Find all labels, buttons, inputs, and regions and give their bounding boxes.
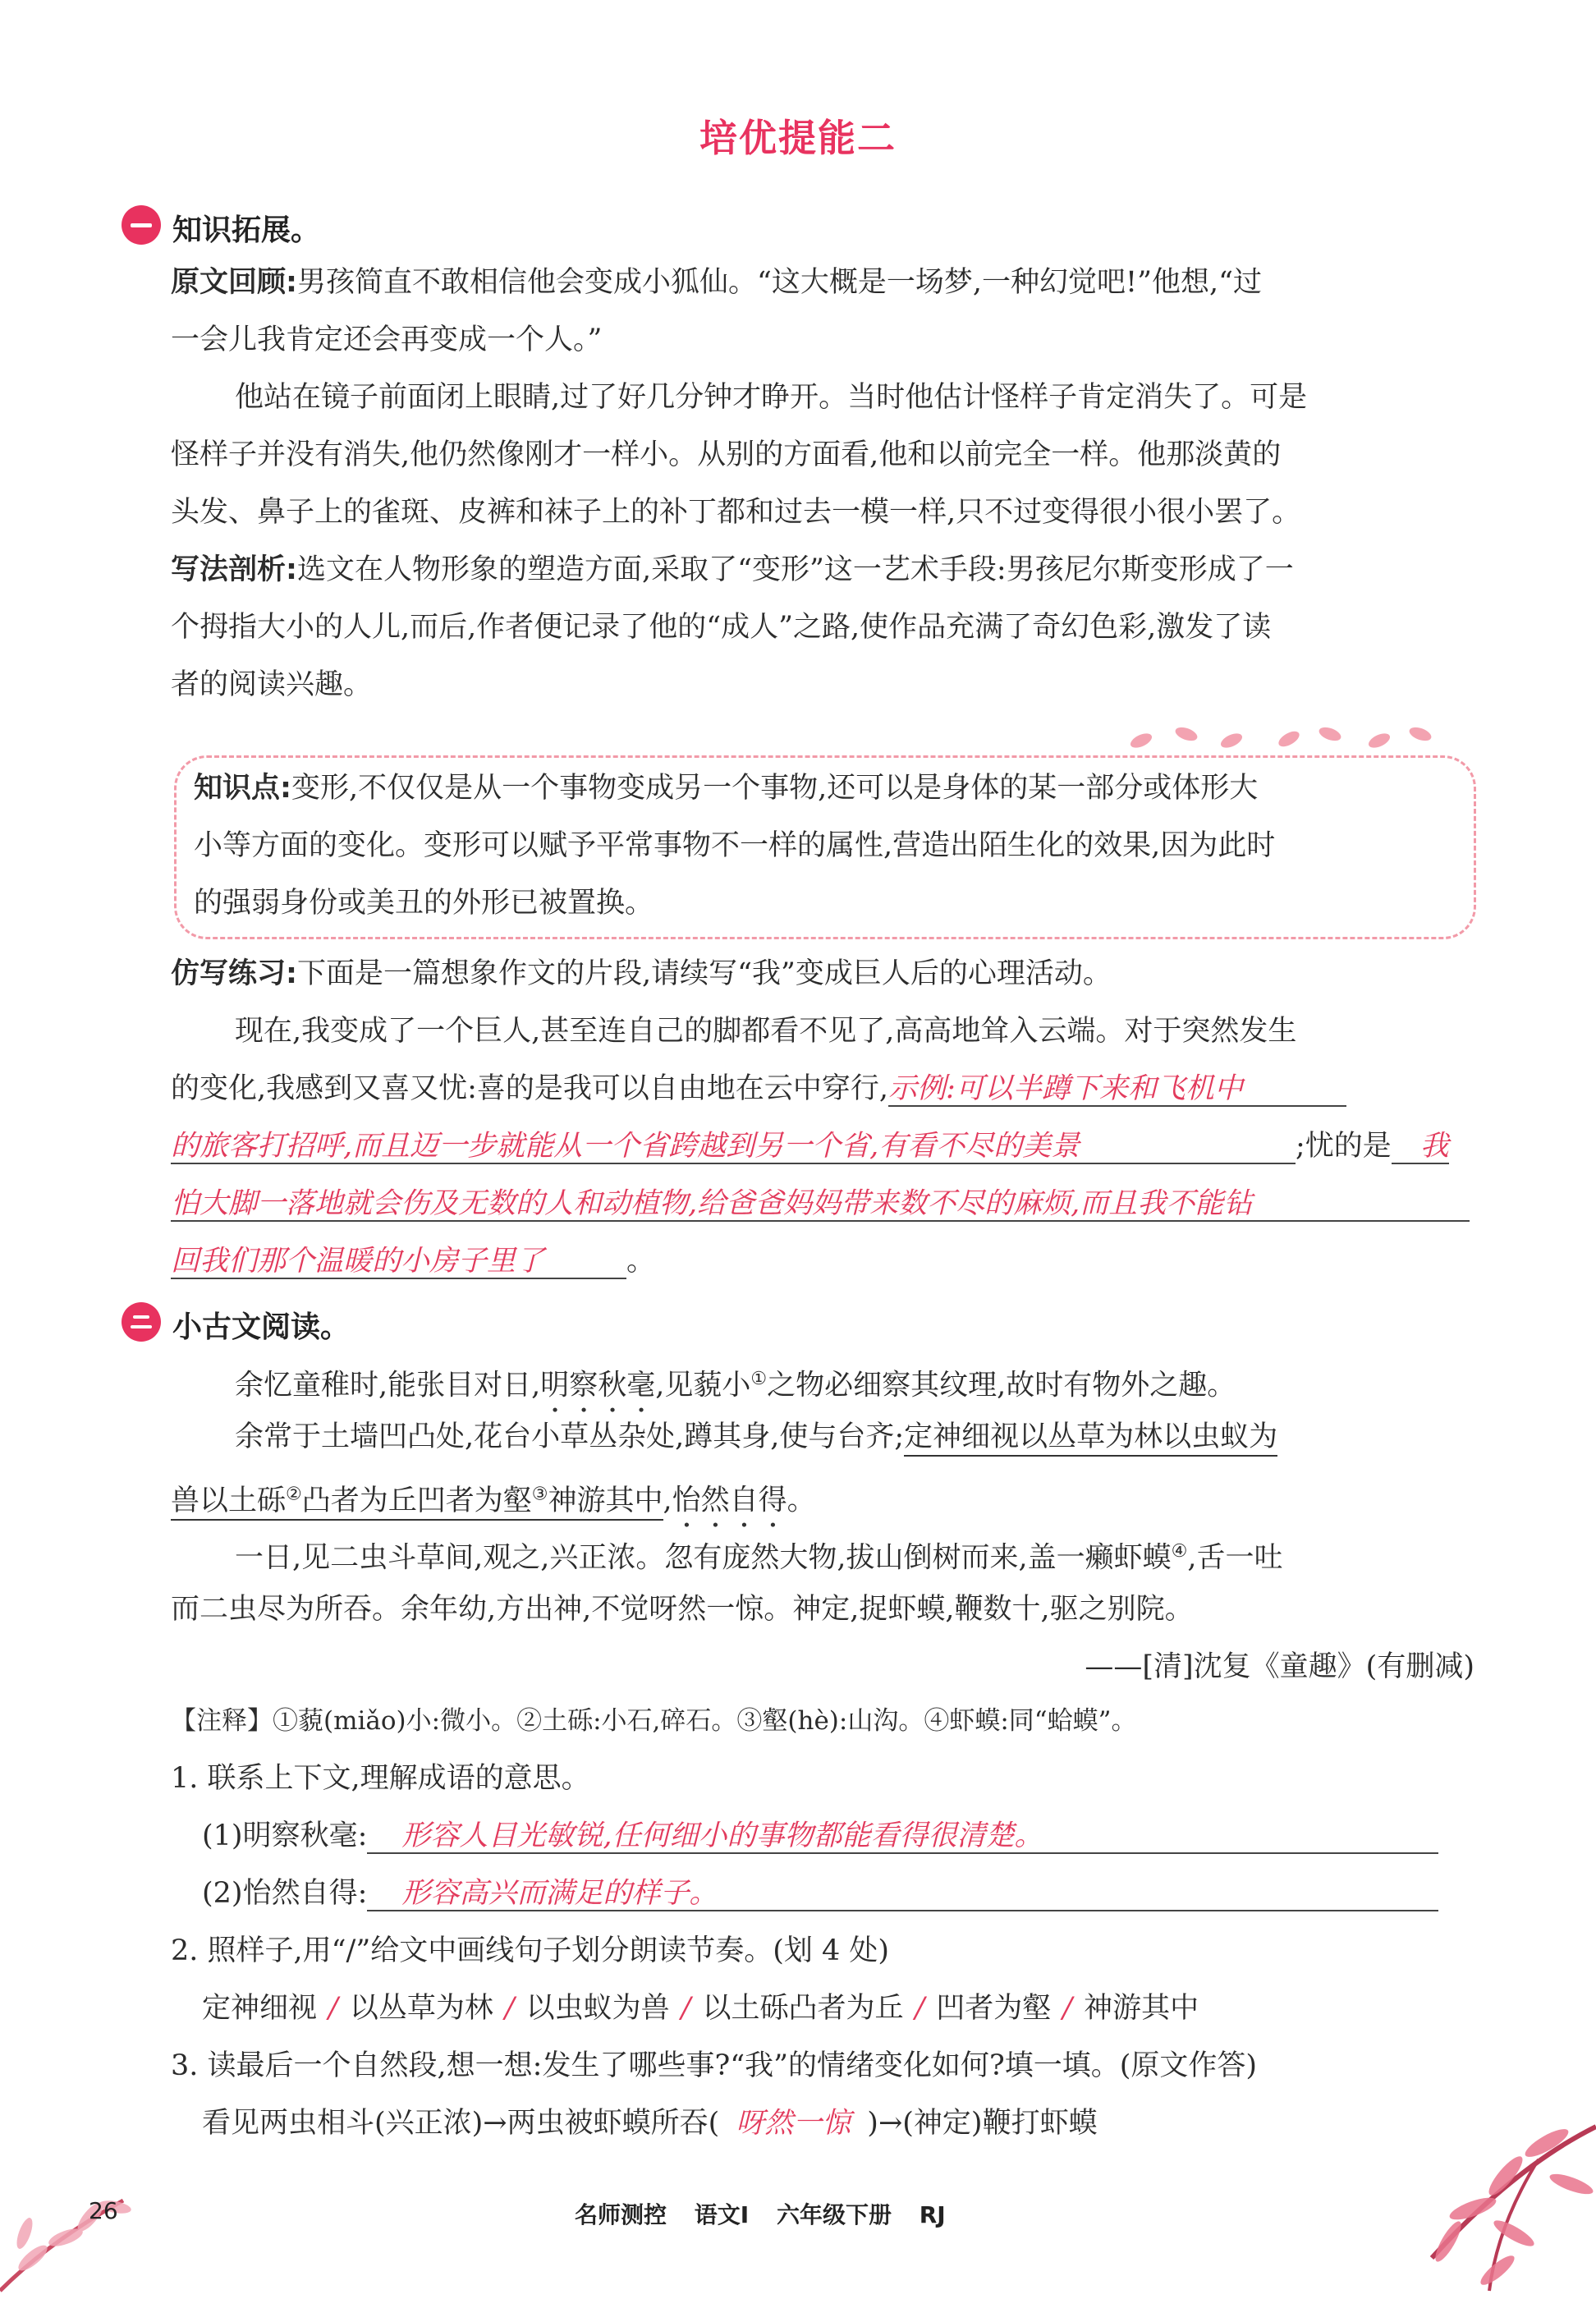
worry-text: ;忧的是 — [1296, 1130, 1392, 1163]
page-number: 26 — [89, 2197, 118, 2224]
passage-text: 余忆童稚时,能张目对日, — [235, 1369, 541, 1402]
footer-subject: 语文Ⅰ — [694, 2201, 750, 2228]
knowledge-line-1 — [194, 772, 1258, 805]
answer-worry-3: 回我们那个温暖的小房子里了 — [171, 1245, 626, 1279]
badge-stroke-top — [133, 1315, 149, 1319]
underlined-text: 神游其中 — [548, 1484, 663, 1517]
analysis-text: 选文在人物形象的塑造方面,采取了“变形”这一艺术手段:男孩尼尔斯变形成了一 — [297, 553, 1294, 586]
practice-line-1: 现在,我变成了一个巨人,甚至连自己的脚都看不见了,高高地耸入云端。对于突然发生 — [235, 1015, 1297, 1048]
knowledge-line-2: 小等方面的变化。变形可以赋予平常事物不一样的属性,营造出陌生化的效果,因为此时 — [194, 829, 1276, 862]
practice-line-5 — [171, 1245, 655, 1279]
original-line-2: 一会儿我肯定还会再变成一个人。” — [171, 324, 603, 356]
rhythm-part: 神游其中 — [1084, 1992, 1199, 2025]
practice-label: 仿写练习: — [171, 957, 297, 990]
passage-text: , — [663, 1484, 672, 1517]
knowledge-label: 知识点: — [194, 772, 291, 805]
question-3: 3. 读最后一个自然段,想一想:发生了哪些事?“我”的情绪变化如何?填一填。(原文作答) — [171, 2049, 1258, 2082]
question-3-answer: 呀然一惊 — [736, 2107, 851, 2140]
note-marker-1: ① — [750, 1369, 768, 1389]
passage-text: 之物必细察其纹理,故时有物外之趣。 — [767, 1369, 1236, 1402]
underlined-sentence-part-2 — [171, 1484, 663, 1521]
passage-text: 一日,见二虫斗草间,观之,兴正浓。忽有庞然大物,拔山倒树而来,盖一癞虾蟆 — [235, 1541, 1172, 1575]
practice-text: 的变化,我感到又喜又忧:喜的是我可以自由地在云中穿行, — [171, 1072, 889, 1105]
question-1-1-label: (1)明察秋毫: — [202, 1819, 368, 1852]
answer-joy-2: 的旅客打招呼,而且迈一步就能从一个省跨越到另一个省,有看不尽的美景 — [171, 1130, 1296, 1164]
note-marker-3: ③ — [531, 1484, 548, 1504]
footer-book — [575, 2197, 946, 2230]
answer-worry-2: 怕大脚一落地就会伤及无数的人和动植物,给爸爸妈妈带来数不尽的麻烦,而且我不能钻 — [171, 1187, 1470, 1222]
answer-joy-1: 示例:可以半蹲下来和飞机中 — [888, 1072, 1346, 1107]
section-one-heading: 知识拓展。 — [172, 213, 321, 247]
practice-line-3 — [171, 1130, 1449, 1164]
practice-prompt: 下面是一篇想象作文的片段,请续写“我”变成巨人后的心理活动。 — [297, 957, 1112, 990]
passage-line-2 — [235, 1420, 1277, 1453]
practice-prompt-line — [171, 957, 1112, 990]
answer-worry-1: 我 — [1392, 1130, 1449, 1164]
underlined-text: 兽以土砾 — [171, 1484, 287, 1517]
rhythm-part: 定神细视 — [202, 1992, 318, 2025]
question-3-answer-line — [202, 2107, 1098, 2140]
idiom-mingcha: 明察秋毫 — [540, 1369, 656, 1402]
passage-text: 。 — [787, 1484, 816, 1517]
question-1-2-label: (2)怡然自得: — [202, 1877, 368, 1910]
annotation-notes: 【注释】①藐(miǎo)小:微小。②土砾:小石,碎石。③壑(hè):山沟。④虾蟆:同“蛤蟆”。 — [171, 1706, 1137, 1736]
question-1-2 — [202, 1877, 1438, 1911]
idiom-yiran: 怡然自得 — [672, 1484, 787, 1517]
passage-text: 余常于土墙凹凸处,花台小草丛杂处,蹲其身,使与台齐; — [235, 1420, 905, 1453]
rhythm-separator: / — [328, 1992, 338, 2025]
passage-line-4 — [235, 1535, 1283, 1575]
leaf-decoration-icon — [1125, 723, 1453, 755]
original-line-1 — [171, 266, 1262, 299]
knowledge-line-3: 的强弱身份或美丑的外形已被置换。 — [194, 887, 654, 920]
passage-line-1 — [235, 1363, 1236, 1420]
question-1: 1. 联系上下文,理解成语的意思。 — [171, 1762, 590, 1795]
footer-book-name: 名师测控 — [575, 2201, 667, 2228]
analysis-label: 写法剖析: — [171, 553, 297, 586]
practice-line-4 — [171, 1187, 1470, 1222]
end-mark: 。 — [626, 1245, 656, 1278]
analysis-line-3: 者的阅读兴趣。 — [171, 668, 373, 701]
page-title: 培优提能二 — [699, 116, 897, 160]
original-label: 原文回顾: — [171, 266, 297, 299]
question-1-2-answer: 形容高兴而满足的样子。 — [367, 1877, 1438, 1911]
question-3-text: 看见两虫相斗(兴正浓)→两虫被虾蟆所吞( — [202, 2107, 720, 2140]
passage-line-5: 而二虫尽为所吞。余年幼,方出神,不觉呀然一惊。神定,捉虾蟆,鞭数十,驱之别院。 — [171, 1593, 1194, 1626]
rhythm-separator: / — [915, 1992, 925, 2025]
rhythm-separator: / — [504, 1992, 515, 2025]
analysis-line-2: 个拇指大小的人儿,而后,作者便记录了他的“成人”之路,使作品充满了奇幻色彩,激发了读 — [171, 611, 1272, 644]
rhythm-separator: / — [1062, 1992, 1073, 2025]
note-marker-2: ② — [286, 1484, 302, 1504]
question-3-text: )→(神定)鞭打虾蟆 — [867, 2107, 1098, 2140]
passage-text: ,舌一吐 — [1187, 1541, 1283, 1575]
footer-grade: 六年级下册 — [776, 2201, 892, 2228]
passage-text: ,见藐小 — [655, 1369, 751, 1402]
badge-stroke-bottom — [131, 1325, 152, 1328]
question-2-example — [202, 1992, 1199, 2025]
section-one-badge — [122, 205, 161, 245]
original-line-4: 怪样子并没有消失,他仍然像刚才一样小。从别的方面看,他和以前完全一样。他那淡黄的 — [171, 438, 1282, 471]
rhythm-separator: / — [681, 1992, 691, 2025]
original-text: 男孩简直不敢相信他会变成小狐仙。“这大概是一场梦,一种幻觉吧!”他想,“过 — [297, 266, 1262, 299]
rhythm-part: 以虫蚁为兽 — [525, 1992, 670, 2025]
question-2: 2. 照样子,用“/”给文中画线句子划分朗读节奏。(划 4 处) — [171, 1934, 890, 1967]
analysis-line-1 — [171, 553, 1294, 586]
section-one-number — [131, 223, 152, 227]
original-line-3: 他站在镜子前面闭上眼睛,过了好几分钟才睁开。当时他估计怪样子肯定消失了。可是 — [235, 381, 1308, 414]
practice-line-2 — [171, 1072, 1346, 1107]
footer-edition: RJ — [919, 2201, 946, 2228]
section-two-heading: 小古文阅读。 — [172, 1310, 351, 1344]
question-1-1 — [202, 1819, 1438, 1854]
rhythm-part: 以丛草为林 — [349, 1992, 493, 2025]
passage-line-3 — [171, 1478, 816, 1535]
knowledge-text: 变形,不仅仅是从一个事物变成另一个事物,还可以是身体的某一部分或体形大 — [291, 772, 1259, 805]
original-line-5: 头发、鼻子上的雀斑、皮裤和袜子上的补丁都和过去一模一样,只不过变得很小很小罢了。 — [171, 496, 1301, 529]
branch-decoration-right-icon — [1333, 2094, 1596, 2299]
section-two-badge — [122, 1302, 161, 1342]
rhythm-part: 凹者为壑 — [936, 1992, 1052, 2025]
note-marker-4: ④ — [1171, 1541, 1188, 1562]
underlined-sentence-part-1: 定神细视以丛草为林以虫蚁为 — [904, 1420, 1277, 1457]
rhythm-part: 以土砾凸者为丘 — [702, 1992, 904, 2025]
underlined-text: 凸者为丘凹者为壑 — [301, 1484, 532, 1517]
question-1-1-answer: 形容人目光敏锐,任何细小的事物都能看得很清楚。 — [367, 1819, 1438, 1854]
passage-source: ——[清]沈复《童趣》(有删减) — [1085, 1650, 1474, 1683]
